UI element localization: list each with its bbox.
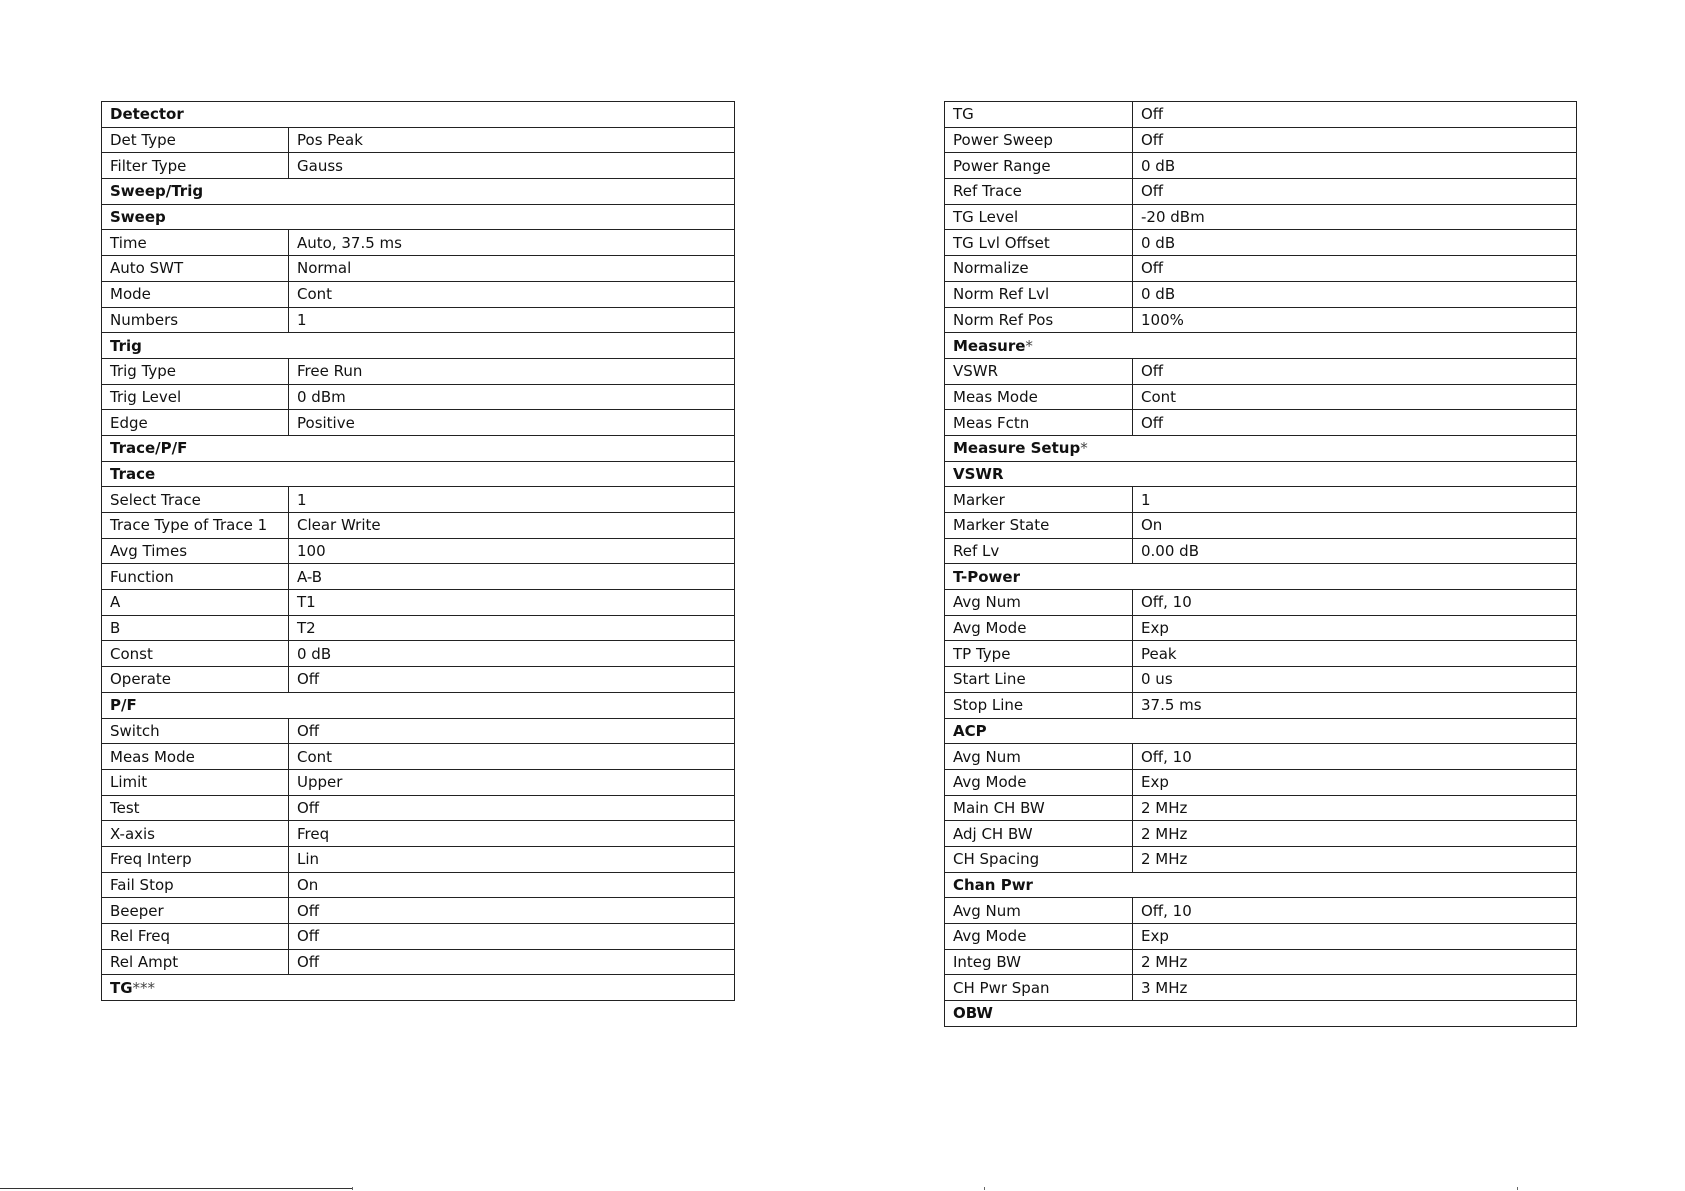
table-row xyxy=(102,898,735,924)
section-header-row xyxy=(945,461,1577,487)
section-title: Trace xyxy=(110,464,156,483)
page-tick-mark xyxy=(352,1187,353,1190)
table-row xyxy=(945,641,1577,667)
setting-value: Off xyxy=(1133,127,1577,153)
section-header-cell xyxy=(102,333,735,359)
footnote-marker: *** xyxy=(132,978,156,997)
setting-label: Rel Freq xyxy=(102,924,289,950)
setting-label: X-axis xyxy=(102,821,289,847)
table-row xyxy=(945,692,1577,718)
table-row xyxy=(102,615,735,641)
left-table-body xyxy=(102,102,735,1001)
table-row xyxy=(945,410,1577,436)
section-header-row xyxy=(945,718,1577,744)
table-row xyxy=(945,590,1577,616)
section-title: P/F xyxy=(110,696,137,715)
section-title: Chan Pwr xyxy=(953,875,1033,894)
table-row xyxy=(102,538,735,564)
table-row xyxy=(102,410,735,436)
setting-value: 0 dB xyxy=(289,641,735,667)
table-row xyxy=(945,949,1577,975)
setting-label: Auto SWT xyxy=(102,256,289,282)
table-row xyxy=(102,564,735,590)
table-row xyxy=(945,358,1577,384)
table-row xyxy=(945,513,1577,539)
table-row xyxy=(102,924,735,950)
setting-label: Time xyxy=(102,230,289,256)
setting-value: Peak xyxy=(1133,641,1577,667)
setting-label: Numbers xyxy=(102,307,289,333)
section-title: Sweep/Trig xyxy=(110,182,204,201)
section-title: OBW xyxy=(953,1004,993,1023)
table-row xyxy=(945,744,1577,770)
setting-value: Positive xyxy=(289,410,735,436)
table-row xyxy=(945,256,1577,282)
setting-label: Meas Mode xyxy=(945,384,1133,410)
setting-value: Off xyxy=(289,898,735,924)
section-header-row xyxy=(102,179,735,205)
table-row xyxy=(945,230,1577,256)
setting-value: Off, 10 xyxy=(1133,898,1577,924)
setting-label: Avg Num xyxy=(945,590,1133,616)
table-row xyxy=(945,281,1577,307)
setting-value: Cont xyxy=(289,281,735,307)
setting-label: Adj CH BW xyxy=(945,821,1133,847)
setting-value: 2 MHz xyxy=(1133,821,1577,847)
section-header-cell xyxy=(945,333,1577,359)
setting-value: 0.00 dB xyxy=(1133,538,1577,564)
section-header-cell xyxy=(102,102,735,128)
table-row xyxy=(102,641,735,667)
section-header-cell xyxy=(102,461,735,487)
section-header-cell xyxy=(945,718,1577,744)
setting-label: CH Spacing xyxy=(945,846,1133,872)
setting-label: Trig Level xyxy=(102,384,289,410)
table-row xyxy=(102,667,735,693)
setting-value: 0 dB xyxy=(1133,230,1577,256)
table-row xyxy=(102,256,735,282)
table-row xyxy=(102,590,735,616)
setting-label: Freq Interp xyxy=(102,846,289,872)
setting-value: Clear Write xyxy=(289,513,735,539)
setting-value: Cont xyxy=(1133,384,1577,410)
section-header-cell xyxy=(102,435,735,461)
setting-label: Switch xyxy=(102,718,289,744)
setting-value: Free Run xyxy=(289,358,735,384)
setting-value: Exp xyxy=(1133,615,1577,641)
setting-label: TG Level xyxy=(945,204,1133,230)
setting-label: Mode xyxy=(102,281,289,307)
setting-value: Exp xyxy=(1133,769,1577,795)
setting-label: Trace Type of Trace 1 xyxy=(102,513,289,539)
setting-value: On xyxy=(289,872,735,898)
setting-value: 37.5 ms xyxy=(1133,692,1577,718)
setting-value: Off xyxy=(289,718,735,744)
setting-value: T1 xyxy=(289,590,735,616)
table-row xyxy=(945,384,1577,410)
section-header-cell xyxy=(102,179,735,205)
setting-label: Marker State xyxy=(945,513,1133,539)
setting-value: 100% xyxy=(1133,307,1577,333)
setting-value: A-B xyxy=(289,564,735,590)
setting-label: Ref Trace xyxy=(945,179,1133,205)
table-row xyxy=(945,487,1577,513)
setting-label: Edge xyxy=(102,410,289,436)
left-settings-table xyxy=(101,101,735,1001)
table-row xyxy=(945,795,1577,821)
section-title: ACP xyxy=(953,721,987,740)
table-row xyxy=(945,615,1577,641)
setting-value: On xyxy=(1133,513,1577,539)
setting-label: Filter Type xyxy=(102,153,289,179)
setting-label: Stop Line xyxy=(945,692,1133,718)
setting-value: Off xyxy=(289,667,735,693)
footnote-marker: * xyxy=(1025,336,1033,355)
setting-value: 0 dB xyxy=(1133,153,1577,179)
table-row xyxy=(945,204,1577,230)
section-title: Measure Setup xyxy=(953,439,1081,458)
table-row xyxy=(102,230,735,256)
section-header-row xyxy=(945,435,1577,461)
section-header-cell xyxy=(102,975,735,1001)
table-row xyxy=(102,384,735,410)
table-row xyxy=(102,795,735,821)
setting-label: Avg Times xyxy=(102,538,289,564)
setting-label: VSWR xyxy=(945,358,1133,384)
setting-value: Off xyxy=(1133,410,1577,436)
section-header-cell xyxy=(945,872,1577,898)
setting-label: CH Pwr Span xyxy=(945,975,1133,1001)
page-tick-mark xyxy=(1517,1187,1518,1190)
table-row xyxy=(102,744,735,770)
table-row xyxy=(945,538,1577,564)
section-header-row xyxy=(945,333,1577,359)
setting-value: 2 MHz xyxy=(1133,846,1577,872)
table-row xyxy=(102,718,735,744)
section-header-row xyxy=(102,102,735,128)
table-row xyxy=(945,102,1577,128)
table-row xyxy=(102,281,735,307)
setting-label: Avg Mode xyxy=(945,769,1133,795)
section-header-cell xyxy=(945,564,1577,590)
setting-value: Off xyxy=(289,795,735,821)
page-footer-rule xyxy=(0,1188,352,1189)
section-header-row xyxy=(102,975,735,1001)
section-header-cell xyxy=(945,435,1577,461)
setting-value: Off xyxy=(289,924,735,950)
table-row xyxy=(945,307,1577,333)
setting-value: Off xyxy=(1133,179,1577,205)
setting-value: 2 MHz xyxy=(1133,795,1577,821)
table-row xyxy=(102,872,735,898)
table-row xyxy=(945,667,1577,693)
table-row xyxy=(945,769,1577,795)
setting-value: Auto, 37.5 ms xyxy=(289,230,735,256)
section-header-cell xyxy=(945,1001,1577,1027)
setting-label: Avg Num xyxy=(945,898,1133,924)
setting-value: Off xyxy=(1133,358,1577,384)
setting-label: A xyxy=(102,590,289,616)
section-title: Sweep xyxy=(110,208,166,227)
table-row xyxy=(102,769,735,795)
setting-label: Power Range xyxy=(945,153,1133,179)
section-title: Trace/P/F xyxy=(110,439,188,458)
section-header-row xyxy=(102,204,735,230)
setting-value: 3 MHz xyxy=(1133,975,1577,1001)
setting-label: Beeper xyxy=(102,898,289,924)
setting-value: Off, 10 xyxy=(1133,590,1577,616)
setting-value: T2 xyxy=(289,615,735,641)
section-header-cell xyxy=(102,692,735,718)
setting-value: 100 xyxy=(289,538,735,564)
setting-value: Lin xyxy=(289,846,735,872)
setting-label: Avg Mode xyxy=(945,615,1133,641)
section-header-row xyxy=(945,1001,1577,1027)
table-row xyxy=(945,127,1577,153)
setting-label: B xyxy=(102,615,289,641)
right-table-body xyxy=(945,102,1577,1027)
table-row xyxy=(945,924,1577,950)
setting-value: Off xyxy=(1133,256,1577,282)
setting-value: -20 dBm xyxy=(1133,204,1577,230)
section-header-row xyxy=(102,435,735,461)
setting-value: Off xyxy=(1133,102,1577,128)
section-header-row xyxy=(102,333,735,359)
section-header-row xyxy=(945,872,1577,898)
table-row xyxy=(945,179,1577,205)
section-title: T-Power xyxy=(953,567,1020,586)
setting-label: Rel Ampt xyxy=(102,949,289,975)
setting-label: Marker xyxy=(945,487,1133,513)
setting-label: Integ BW xyxy=(945,949,1133,975)
setting-label: Power Sweep xyxy=(945,127,1133,153)
setting-value: Gauss xyxy=(289,153,735,179)
setting-label: Meas Mode xyxy=(102,744,289,770)
setting-label: Limit xyxy=(102,769,289,795)
setting-value: 2 MHz xyxy=(1133,949,1577,975)
setting-label: Main CH BW xyxy=(945,795,1133,821)
setting-label: TG xyxy=(945,102,1133,128)
setting-value: Cont xyxy=(289,744,735,770)
table-row xyxy=(945,153,1577,179)
setting-value: 0 dB xyxy=(1133,281,1577,307)
table-row xyxy=(945,821,1577,847)
setting-label: Trig Type xyxy=(102,358,289,384)
section-title: Detector xyxy=(110,105,184,124)
setting-value: Pos Peak xyxy=(289,127,735,153)
setting-label: Ref Lv xyxy=(945,538,1133,564)
setting-label: Normalize xyxy=(945,256,1133,282)
setting-value: 0 us xyxy=(1133,667,1577,693)
setting-value: 0 dBm xyxy=(289,384,735,410)
table-row xyxy=(102,358,735,384)
section-title: Measure xyxy=(953,336,1026,355)
setting-label: TP Type xyxy=(945,641,1133,667)
setting-value: 1 xyxy=(289,307,735,333)
section-header-cell xyxy=(102,204,735,230)
setting-value: Off xyxy=(289,949,735,975)
table-row xyxy=(102,127,735,153)
setting-label: Start Line xyxy=(945,667,1133,693)
table-row xyxy=(102,153,735,179)
footnote-marker: * xyxy=(1080,439,1088,458)
table-row xyxy=(102,513,735,539)
section-header-row xyxy=(102,692,735,718)
setting-label: Meas Fctn xyxy=(945,410,1133,436)
setting-value: Exp xyxy=(1133,924,1577,950)
setting-label: Function xyxy=(102,564,289,590)
setting-value: Upper xyxy=(289,769,735,795)
setting-label: Avg Mode xyxy=(945,924,1133,950)
table-row xyxy=(102,846,735,872)
section-title: VSWR xyxy=(953,464,1004,483)
setting-label: Const xyxy=(102,641,289,667)
setting-label: Norm Ref Pos xyxy=(945,307,1133,333)
table-row xyxy=(102,487,735,513)
table-row xyxy=(945,975,1577,1001)
setting-value: 1 xyxy=(1133,487,1577,513)
setting-label: Fail Stop xyxy=(102,872,289,898)
section-title: Trig xyxy=(110,336,142,355)
setting-label: Operate xyxy=(102,667,289,693)
section-title: TG xyxy=(110,978,133,997)
setting-label: TG Lvl Offset xyxy=(945,230,1133,256)
setting-label: Det Type xyxy=(102,127,289,153)
section-header-cell xyxy=(945,461,1577,487)
right-settings-table xyxy=(944,101,1577,1027)
setting-value: Normal xyxy=(289,256,735,282)
section-header-row xyxy=(102,461,735,487)
setting-value: Freq xyxy=(289,821,735,847)
setting-label: Norm Ref Lvl xyxy=(945,281,1133,307)
section-header-row xyxy=(945,564,1577,590)
setting-value: Off, 10 xyxy=(1133,744,1577,770)
table-row xyxy=(102,821,735,847)
setting-value: 1 xyxy=(289,487,735,513)
table-row xyxy=(102,307,735,333)
table-row xyxy=(945,898,1577,924)
setting-label: Avg Num xyxy=(945,744,1133,770)
page-tick-mark xyxy=(984,1187,985,1190)
setting-label: Test xyxy=(102,795,289,821)
table-row xyxy=(102,949,735,975)
setting-label: Select Trace xyxy=(102,487,289,513)
table-row xyxy=(945,846,1577,872)
